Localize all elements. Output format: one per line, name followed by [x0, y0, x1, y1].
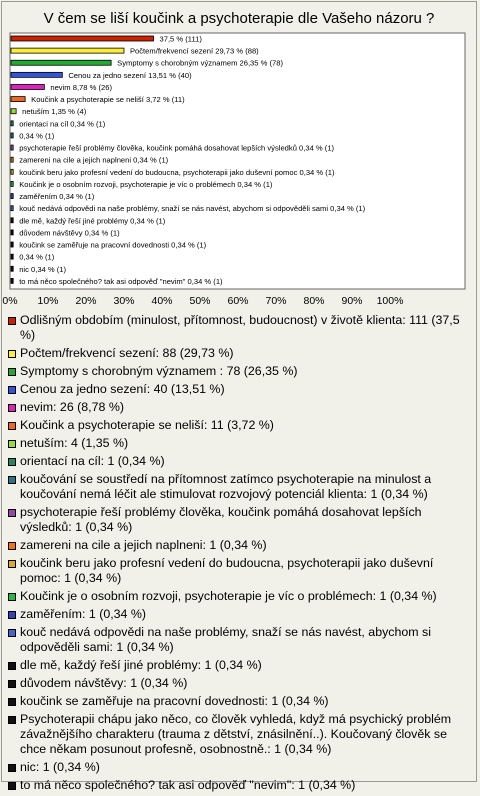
legend-swatch: [8, 662, 16, 670]
bar-data-label: Počtem/frekvencí sezení 29,73 % (88): [129, 46, 259, 56]
x-tick-label: 20%: [75, 295, 97, 307]
legend-swatch: [8, 317, 16, 325]
bar-data-label: orientaci na cíl 0,34 % (1): [19, 119, 106, 129]
legend-item: [8, 676, 470, 691]
legend-item: [8, 778, 470, 793]
bar: [11, 206, 13, 211]
bar: [11, 266, 13, 271]
legend-label: nevim: 26 (8,78 %): [20, 400, 124, 414]
bar: [11, 72, 62, 77]
legend-item: [8, 589, 470, 604]
bar: [11, 145, 13, 150]
bar: [11, 121, 13, 126]
bar-data-label: 0,34 % (1): [19, 131, 55, 141]
legend-label: kouč nedává odpovědi na naše problémy, snaží se nás navést, abychom si odpověděli sami: 1 (0,34 %): [20, 625, 431, 654]
x-tick-label: 100%: [376, 295, 404, 307]
legend-swatch: [8, 611, 16, 619]
legend-label: psychoterapie řeší problémy člověka, koučink pomáhá dosahovat lepších výsledků: 1 (0,34 %): [20, 505, 422, 534]
bar-data-label: důvodem návštěvy 0,34 % (1): [19, 228, 120, 238]
legend-swatch: [8, 560, 16, 568]
legend-label: dle mě, každý řeší jiné problémy: 1 (0,34 %): [20, 658, 262, 672]
legend-label: netuším: 4 (1,35 %): [20, 436, 129, 450]
bar-data-label: koučink beru jako profesní vedení do budoucna, psychoterapii jako duševní pomoc 0,34 % (1): [19, 167, 335, 177]
legend-item: [8, 538, 470, 553]
legend-swatch: [8, 509, 16, 517]
bar-data-label: Koučink a psychoterapie se neliší 3,72 % (11): [31, 95, 185, 105]
x-tick-label: 0%: [2, 295, 18, 307]
legend-swatch: [8, 629, 16, 637]
legend-item: [8, 313, 470, 343]
legend-item: [8, 454, 470, 469]
bar: [11, 169, 13, 174]
bar: [11, 133, 13, 138]
bar-data-label: koučink se zaměřuje na pracovní dovednosti 0,34 % (1): [19, 240, 207, 250]
bar: [11, 194, 13, 199]
legend-swatch: [8, 458, 16, 466]
bar: [11, 242, 13, 247]
chart-title: V čem se liší koučink a psychoterapie dle Vašeho názoru ?: [43, 10, 435, 27]
legend-swatch: [8, 404, 16, 412]
bar: [11, 218, 13, 223]
bar-data-label: zaměřením 0,34 % (1): [19, 192, 95, 202]
bar-data-label: zamereni na cile a jejich naplneni 0,34 % (1): [19, 155, 169, 165]
bar-data-label: to má něco společného? tak asi odpověď "nevim" 0,34 % (1): [19, 276, 223, 286]
legend-label: zaměřením: 1 (0,34 %): [20, 607, 147, 621]
bar-data-label: 37,5 % (111): [159, 34, 202, 44]
legend-swatch: [8, 476, 16, 484]
legend-label: Symptomy s chorobným významem : 78 (26,35 %): [20, 364, 298, 378]
legend-swatch: [8, 698, 16, 706]
bar-data-label: nevim 8,78 % (26): [50, 82, 112, 92]
legend-item: [8, 418, 470, 433]
x-tick-label: 30%: [113, 295, 135, 307]
bar: [11, 60, 111, 65]
legend-label: koučování se soustředí na přítomnost zatímco psychoterapie na minulost a koučování nemá léčit ale stimulovat rozvojový potenciál klienta: 1 (0,34 %): [20, 472, 432, 501]
legend-label: Psychoterapii chápu jako něco, co člověk vyhledá, když má psychický problém závažnějšího charakteru (trauma z dětství, znásilnění..). Koučovaný člověk se chce někam posunout profesně, osobnostně.: 1 (0,34 %): [20, 712, 452, 756]
bar-data-label: nic 0,34 % (1): [19, 264, 67, 274]
legend-item: [8, 505, 470, 535]
bar: [11, 36, 154, 41]
legend-swatch: [8, 422, 16, 430]
legend-swatch: [8, 593, 16, 601]
legend-item: [8, 382, 470, 397]
legend-swatch: [8, 350, 16, 358]
legend-item: [8, 625, 470, 655]
legend: [8, 313, 470, 796]
legend-swatch: [8, 386, 16, 394]
legend-item: [8, 607, 470, 622]
x-tick-label: 80%: [303, 295, 325, 307]
legend-item: [8, 400, 470, 415]
legend-label: koučink se zaměřuje na pracovní dovednosti: 1 (0,34 %): [20, 694, 329, 708]
bar-data-label: psychoterapie řeší problémy člověka, koučink pomáhá dosahovat lepších výsledků 0,34 % (1): [19, 143, 335, 153]
x-tick-label: 70%: [265, 295, 287, 307]
legend-label: orientací na cíl: 1 (0,34 %): [20, 454, 165, 468]
legend-swatch: [8, 680, 16, 688]
legend-item: [8, 364, 470, 379]
legend-swatch: [8, 368, 16, 376]
legend-label: Cenou za jedno sezení: 40 (13,51 %): [20, 382, 225, 396]
legend-item: [8, 760, 470, 775]
legend-label: to má něco společného? tak asi odpověď "nevim": 1 (0,34 %): [20, 778, 356, 792]
legend-swatch: [8, 782, 16, 790]
legend-item: [8, 472, 470, 502]
legend-label: Koučink je o osobním rozvoji, psychoterapie je víc o problémech: 1 (0,34 %): [20, 589, 437, 603]
bar-chart: [0, 0, 480, 310]
x-tick-label: 60%: [227, 295, 249, 307]
legend-swatch: [8, 764, 16, 772]
bar: [11, 230, 13, 235]
bar-data-label: 0,34 % (1): [19, 252, 55, 262]
legend-item: [8, 556, 470, 586]
bar: [11, 84, 44, 89]
legend-label: nic: 1 (0,34 %): [20, 760, 100, 774]
legend-item: [8, 712, 470, 757]
legend-label: Odlišným obdobím (minulost, přítomnost, budoucnost) v životě klienta: 111 (37,5 %): [20, 313, 460, 342]
bar-data-label: Symptomy s chorobným významem 26,35 % (78): [117, 58, 283, 68]
bar-data-label: netuším 1,35 % (4): [22, 107, 87, 117]
legend-label: Počtem/frekvencí sezení: 88 (29,73 %): [20, 346, 234, 360]
bar: [11, 181, 13, 186]
x-tick-label: 10%: [37, 295, 59, 307]
legend-label: důvodem návštěvy: 1 (0,34 %): [20, 676, 188, 690]
legend-item: [8, 436, 470, 451]
bar-data-label: dle mě, každý řeší jiné problémy 0,34 % (1): [19, 216, 166, 226]
legend-label: koučink beru jako profesní vedení do budoucna, psychoterapii jako duševní pomoc: 1 (0,34 %): [20, 556, 434, 585]
bar: [11, 48, 124, 53]
legend-label: zamereni na cile a jejich naplneni: 1 (0,34 %): [20, 538, 267, 552]
x-tick-label: 40%: [151, 295, 173, 307]
bar-data-label: Koučink je o osobním rozvoji, psychoterapie je víc o problémech 0,34 % (1): [19, 179, 273, 189]
legend-item: [8, 658, 470, 673]
bar: [11, 157, 13, 162]
legend-item: [8, 694, 470, 709]
bar: [11, 278, 13, 283]
bar: [11, 109, 16, 114]
legend-swatch: [8, 440, 16, 448]
legend-item: [8, 346, 470, 361]
legend-label: Koučink a psychoterapie se neliší: 11 (3,72 %): [20, 418, 274, 432]
x-tick-label: 50%: [189, 295, 211, 307]
legend-swatch: [8, 542, 16, 550]
bar-data-label: Cenou za jedno sezení 13,51 % (40): [68, 70, 192, 80]
bar: [11, 97, 25, 102]
bar-data-label: kouč nedává odpovědi na naše problémy, snaží se nás navést, abychom si odpověděli sami 0,34 % (1): [19, 204, 366, 214]
bar: [11, 254, 13, 259]
x-tick-label: 90%: [341, 295, 363, 307]
legend-swatch: [8, 716, 16, 724]
